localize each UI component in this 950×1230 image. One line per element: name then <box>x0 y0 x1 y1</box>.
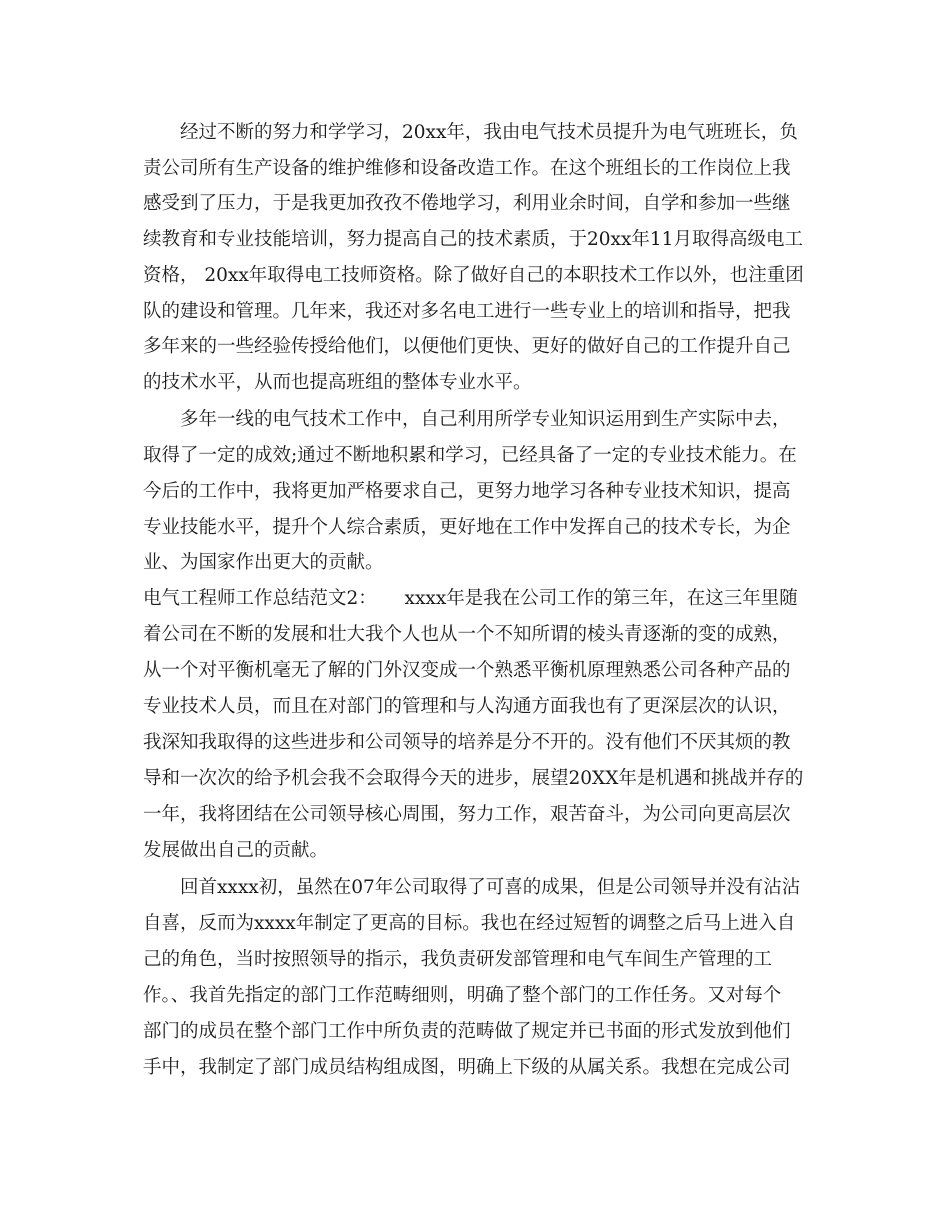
text-line: 续教育和专业技能培训，努力提高自己的技术素质，于20xx年11月取得高级电工 <box>143 229 803 250</box>
text-line: 感受到了压力，于是我更加孜孜不倦地学习，利用业余时间，自学和参加一些继 <box>143 193 791 214</box>
text-line: 资格， 20xx年取得电工技师资格。除了做好自己的本职技术工作以外，也注重团 <box>143 265 804 286</box>
text-line: 部门的成员在整个部门工作中所负责的范畴做了规定并已书面的形式发放到他们 <box>143 1021 791 1042</box>
text-line: 队的建设和管理。几年来，我还对多名电工进行一些专业上的培训和指导，把我 <box>143 301 791 322</box>
text-line: 电气工程师工作总结范文2： xxxx年是我在公司工作的第三年，在这三年里随 <box>143 588 798 609</box>
text-line: 多年一线的电气技术工作中，自己利用所学专业知识运用到生产实际中去， <box>180 409 791 430</box>
text-line: 一年，我将团结在公司领导核心周围，努力工作，艰苦奋斗，为公司向更高层次 <box>143 804 791 825</box>
text-line: 责公司所有生产设备的维护维修和设备改造工作。在这个班组长的工作岗位上我 <box>143 158 791 179</box>
text-line: 多年来的一些经验传授给他们，以便他们更快、更好的做好自己的工作提升自己 <box>143 336 791 357</box>
text-line: 经过不断的努力和学学习，20xx年，我由电气技术员提升为电气班班长，负 <box>180 122 798 143</box>
text-line: 着公司在不断的发展和壮大我个人也从一个不知所谓的棱头青逐渐的变的成熟， <box>143 624 791 645</box>
text-line: 己的角色，当时按照领导的指示，我负责研发部管理和电气车间生产管理的工 <box>143 949 773 970</box>
text-line: 从一个对平衡机毫无了解的门外汉变成一个熟悉平衡机原理熟悉公司各种产品的 <box>143 660 791 681</box>
text-line: 专业技能水平，提升个人综合素质，更好地在工作中发挥自己的技术专长，为企 <box>143 517 791 538</box>
text-line: 取得了一定的成效;通过不断地积累和学习，已经具备了一定的专业技术能力。在 <box>143 445 797 466</box>
text-line: 手中，我制定了部门成员结构组成图，明确上下级的从属关系。我想在完成公司 <box>143 1057 791 1078</box>
text-line: 发展做出自己的贡献。 <box>143 840 329 861</box>
text-line: 专业技术人员，而且在对部门的管理和与人沟通方面我也有了更深层次的认识， <box>143 696 791 717</box>
text-line: 今后的工作中，我将更加严格要求自己，更努力地学习各种专业技术知识，提高 <box>143 481 791 502</box>
text-line: 导和一次次的给予机会我不会取得今天的进步，展望20XX年是机遇和挑战并存的 <box>143 768 804 789</box>
text-line: 业、为国家作出更大的贡献。 <box>143 552 384 573</box>
text-line: 我深知我取得的这些进步和公司领导的培养是分不开的。没有他们不厌其烦的教 <box>143 732 791 753</box>
text-line: 作。、我首先指定的部门工作范畴细则，明确了整个部门的工作任务。又对每个 <box>143 985 782 1006</box>
text-line: 回首xxxx初，虽然在07年公司取得了可喜的成果，但是公司领导并没有沾沾 <box>180 877 801 898</box>
text-line: 的技术水平，从而也提高班组的整体专业水平。 <box>143 372 532 393</box>
text-line: 自喜，反而为xxxx年制定了更高的目标。我也在经过短暂的调整之后马上进入自 <box>143 913 796 934</box>
